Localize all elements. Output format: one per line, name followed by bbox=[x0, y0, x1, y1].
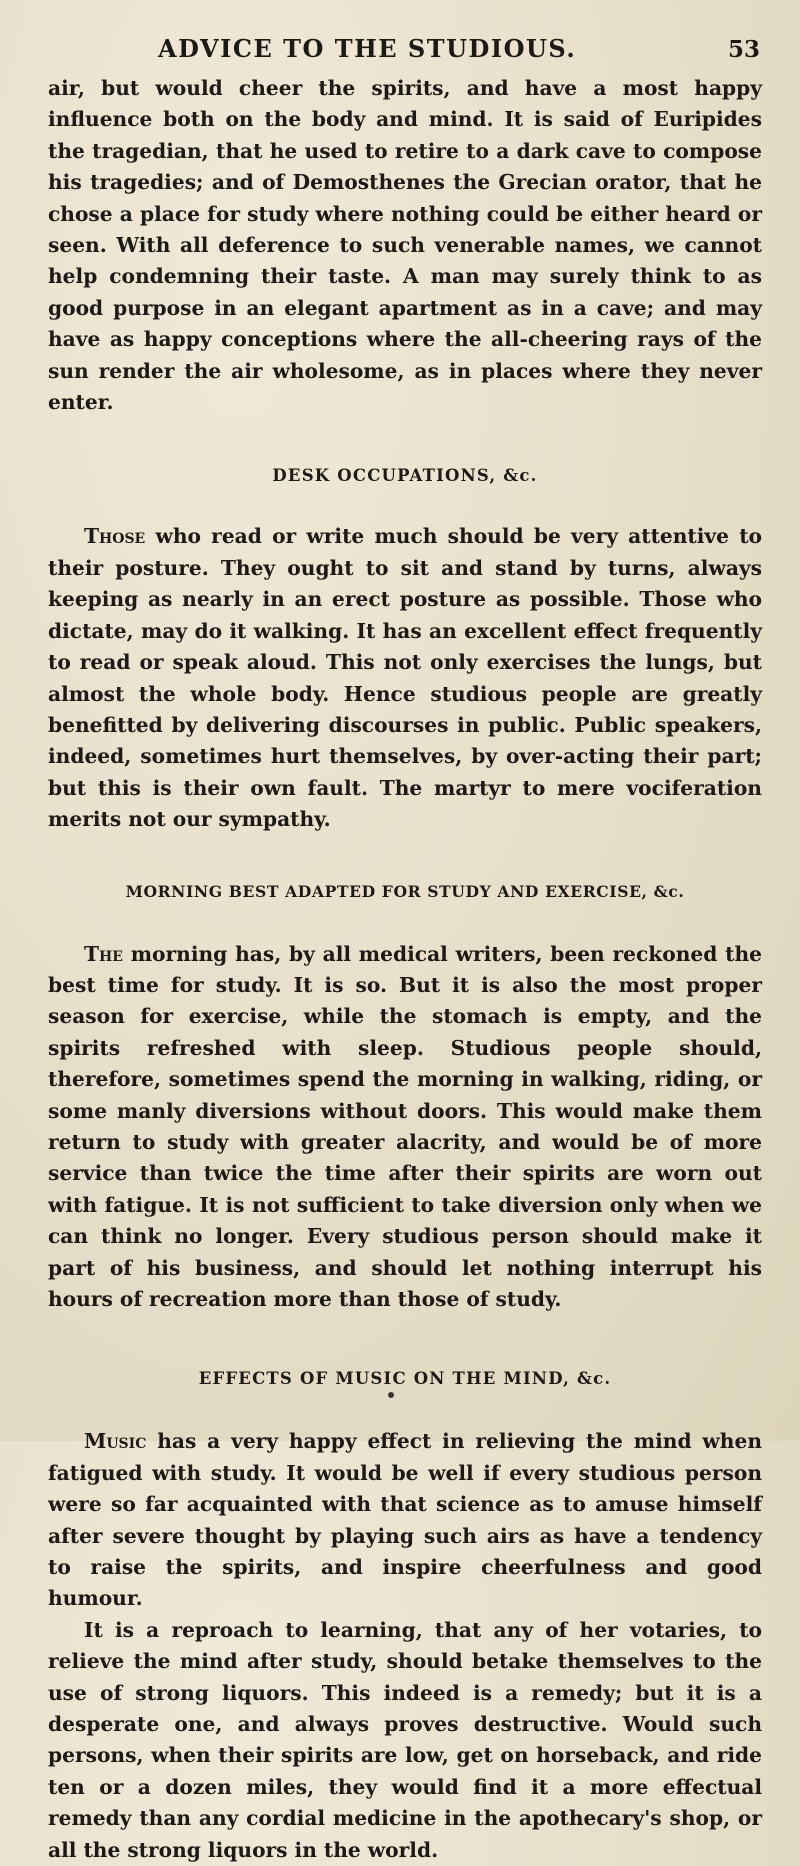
running-head bbox=[48, 34, 762, 70]
page-number: 53 bbox=[727, 36, 760, 63]
paragraph-desk-occupations bbox=[48, 521, 762, 835]
ink-speck bbox=[388, 1392, 394, 1398]
paragraph-morning-study bbox=[48, 939, 762, 1316]
continued-paragraph: air, but would cheer the spirits, and have a most happy influence both on the body and mind. It is said of Euripides the tragedian, that he used to retire to a dark cave to compose his tragedies; and of Demosthenes the Grecian orator, that he chose a place for study where nothing could be either heard or seen. With all deference to such venerable names, we cannot help condemning their taste. A man may surely think to as good purpose in an elegant apartment as in a cave; and may have as happy conceptions where the all-cheering rays of the sun render the air wholesome, as in places where they never enter. bbox=[48, 76, 762, 415]
paragraph-strong-liquors: It is a reproach to learning, that any of her votaries, to relieve the mind after study, should betake themselves to the use of strong liquors. This indeed is a remedy; but it is a desperate one, and always proves destructive. Would such persons, when their spirits are low, get on horseback, and ride ten or a dozen miles, they would find it a more effectual remedy than any cordial medicine in the apothecary's shop, or all the strong liquors in the world. bbox=[48, 1617, 762, 1862]
drop-word: Music bbox=[84, 1429, 147, 1454]
drop-word: Those bbox=[84, 524, 146, 549]
drop-word: The bbox=[84, 941, 123, 966]
section-heading-desk-occupations: DESK OCCUPATIONS, &c. bbox=[272, 466, 538, 486]
section-heading-effects-of-music: EFFECTS OF MUSIC ON THE MIND, &c. bbox=[198, 1369, 612, 1389]
paragraph-body: who read or write much should be very attentive to their posture. They ought to sit and stand by turns, always keeping as nearly in an erect posture as possible. Those who dictate, may do it walking. It has an excellent effect frequently to read or speak aloud. This not only exercises the lungs, but almost the whole body. Hence studious people are greatly benefitted by delivering discourses in public. Public speakers, indeed, sometimes hurt themselves, by over-acting their part; but this is their own fault. The martyr to mere vociferation merits not our sympathy. bbox=[48, 524, 762, 832]
paragraph-effects-of-music bbox=[48, 1426, 762, 1614]
paragraph-body: has a very happy effect in relieving the mind when fatigued with study. It would be well if every studious person were so far acquainted with that science as to amuse himself after severe thought by playing such airs as have a tendency to raise the spirits, and inspire cheerfulness and good humour. bbox=[48, 1429, 762, 1611]
paragraph-body: morning has, by all medical writers, been reckoned the best time for study. It is so. But it is also the most proper season for exercise, while the stomach is empty, and the spirits refreshed with sleep. Studious people should, therefore, sometimes spend the morning in walking, riding, or some manly diversions without doors. This would make them return to study with greater alacrity, and would be of more service than twice the time after their spirits are worn out with fatigue. It is not sufficient to take diversion only when we can think no longer. Every studious person should make it part of his business, and should let nothing interrupt his hours of recreation more than those of study. bbox=[48, 941, 762, 1311]
section-heading-morning-study: MORNING BEST ADAPTED FOR STUDY AND EXERCISE, &c. bbox=[125, 881, 685, 901]
running-title: ADVICE TO THE STUDIOUS. bbox=[158, 34, 577, 63]
